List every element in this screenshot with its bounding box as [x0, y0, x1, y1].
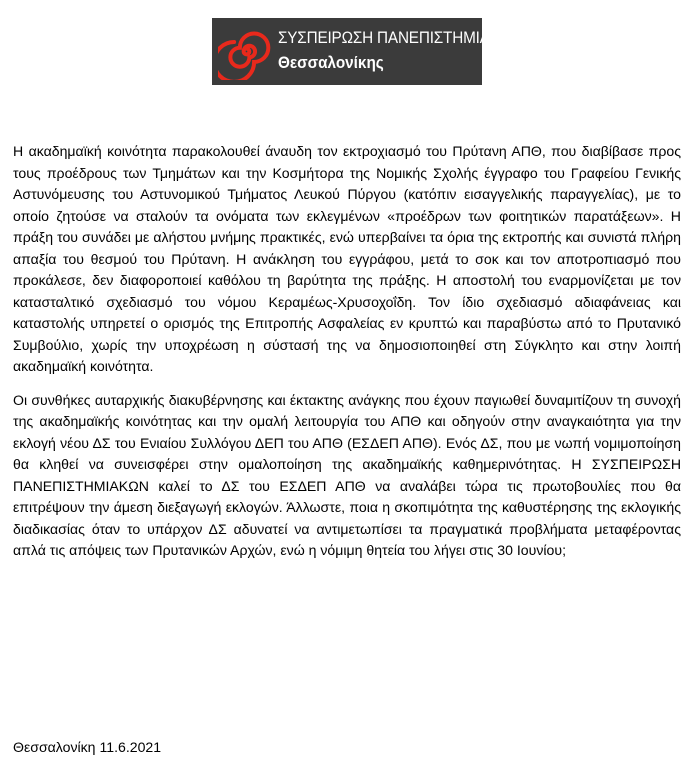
organization-city: Θεσσαλονίκης	[278, 53, 384, 72]
organization-logo	[212, 18, 522, 85]
organization-name: ΣΥΣΠΕΙΡΩΣΗ ΠΑΝΕΠΙΣΤΗΜΙΑΚΩΝ	[278, 28, 522, 47]
place-and-date: Θεσσαλονίκη 11.6.2021	[13, 739, 162, 755]
red-spiral-icon	[218, 23, 275, 80]
statement-paragraph-2: Οι συνθήκες αυταρχικής διακυβέρνησης και έκτακτης ανάγκης που έχουν παγιωθεί δυναμιτίζουν τη συνοχή της ακαδημαϊκής κοινότητας και την ομαλή λειτουργία του ΑΠΘ και οδηγούν στην αναγκαιότητα για την εκλογή νέου ΔΣ του Ενιαίου Συλλόγου ΔΕΠ του ΑΠΘ (ΕΣΔΕΠ ΑΠΘ). Ενός ΔΣ, που με νωπή νομιμοποίηση θα κληθεί να συνεισφέρει στην ομαλοποίηση της ακαδημαϊκής καθημερινότητας. Η ΣΥΣΠΕΙΡΩΣΗ ΠΑΝΕΠΙΣΤΗΜΙΑΚΩΝ καλεί το ΔΣ του ΕΣΔΕΠ ΑΠΘ να αναλάβει τώρα τις πρωτοβουλίες που θα επιτρέψουν την άμεση διεξαγωγή εκλογών. Άλλωστε, ποια η σκοπιμότητα της καθυστέρησης της εκλογικής διαδικασίας όταν το υπάρχον ΔΣ αδυνατεί να αντιμετωπίσει τα πραγματικά προβλήματα μεταφέροντας απλά τις απόψεις των Πρυτανικών Αρχών, ενώ η νόμιμη θητεία του λήγει στις 30 Ιουνίου;	[13, 391, 681, 558]
statement-paragraph-1: Η ακαδημαϊκή κοινότητα παρακολουθεί άναυδη τον εκτροχιασμό του Πρύτανη ΑΠΘ, που διαβίβασε προς τους προέδρους των Τμημάτων και την Κοσμήτορα της Νομικής Σχολής έγγραφο του Γραφείου Γενικής Αστυνόμευσης του Αστυνομικού Τμήματος Λευκού Πύργου (κατόπιν εισαγγελικής παραγγελίας), με το οποίο ζητούσε να σταλούν τα ονόματα των εκλεγμένων «προέδρων των φοιτητικών παρατάξεων». Η πράξη του συνάδει με αλήστου μνήμης πρακτικές, ενώ υπερβαίνει τα όρια της εκτροπής και συνιστά πλήρη απαξία του θεσμού του Πρύτανη. Η ανάκληση του εγγράφου, μετά το σοκ και τον αποτροπιασμό που προκάλεσε, δεν διαφοροποιεί καθόλου τη βαρύτητα της πράξης. Η αποστολή του εναρμονίζεται με τον κατασταλτικό σχεδιασμό του νόμου Κεραμέως-Χρυσοχοΐδη. Τον ίδιο σχεδιασμό αδιαφάνειας και καταστολής υπηρετεί ο ορισμός της Επιτροπής Ασφαλείας εν κρυπτώ και παραβύστω από το Πρυτανικό Συμβούλιο, χωρίς την υποχρέωση η σύστασή της να δημοσιοποιηθεί στη Σύγκλητο και στην λοιπή ακαδημαϊκή κοινότητα.	[13, 143, 681, 374]
statement-body	[13, 141, 681, 562]
